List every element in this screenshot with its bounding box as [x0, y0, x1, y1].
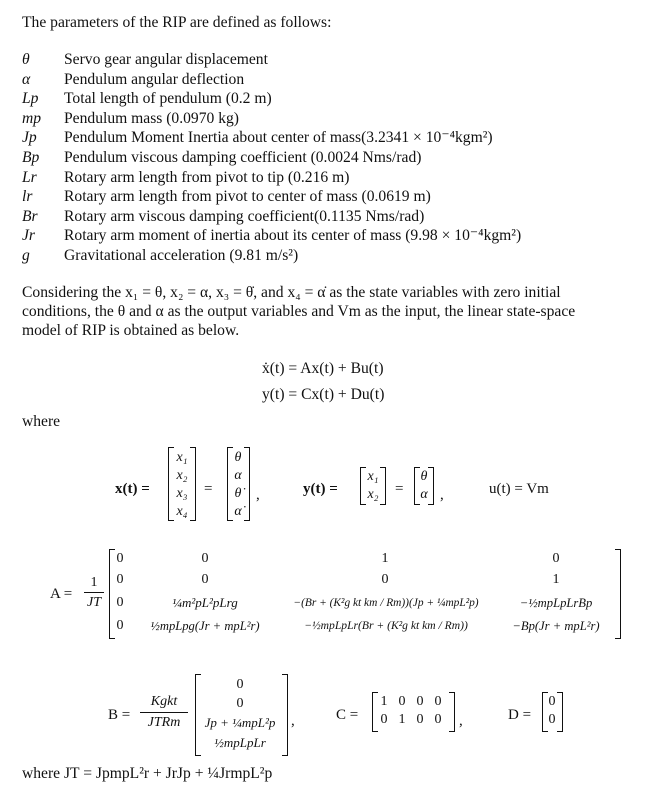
- parameter-description: Rotary arm viscous damping coefficient(0.1135 Nms/rad): [64, 207, 425, 225]
- matrix-b-lhs: B =: [108, 707, 131, 723]
- state-equation: ẋ(t) = Ax(t) + Bu(t): [262, 360, 384, 377]
- matrix-b-prefix-denominator: JTRm: [147, 715, 181, 730]
- y-vector-entry: x₂: [367, 487, 379, 502]
- matrix-a-cell: 0: [116, 572, 124, 587]
- matrix-c-right-bracket: [449, 692, 455, 732]
- x-value-entry: θ̇: [234, 486, 242, 501]
- parameter-row: [22, 148, 662, 168]
- matrix-b-comma: ,: [291, 713, 295, 729]
- matrix-c-cell: 1: [398, 712, 406, 727]
- paragraph-line: Considering the x₁ = θ, x₂ = α, x₃ = θ̇, and x₄ = α̇ as the state variables with zero initial: [22, 284, 561, 301]
- x-vector-lhs: x(t) =: [115, 481, 150, 497]
- matrix-d-lhs: D =: [508, 707, 532, 723]
- matrix-a-cell: 1: [381, 551, 389, 566]
- matrix-a-cell: 0: [381, 572, 389, 587]
- matrix-a-prefix-denominator: JT: [87, 595, 101, 610]
- matrix-a-right-bracket: [615, 549, 621, 639]
- parameter-description: Rotary arm length from pivot to center of mass (0.0619 m): [64, 188, 431, 206]
- matrix-a-cell: 0: [116, 595, 124, 610]
- y-vector-lhs: y(t) =: [303, 481, 338, 497]
- x-vector-comma: ,: [256, 487, 260, 503]
- state-variable-paragraph: [22, 283, 648, 340]
- parameter-symbol: Br: [22, 207, 38, 225]
- matrix-c-cell: 0: [398, 694, 406, 709]
- parameter-description: Pendulum angular deflection: [64, 70, 245, 88]
- parameter-description: Pendulum mass (0.0970 kg): [64, 109, 239, 127]
- parameter-description: Pendulum Moment Inertia about center of mass(3.2341 × 10⁻⁴kgm²): [64, 129, 493, 147]
- matrix-a-cell: 0: [116, 551, 124, 566]
- matrix-c-lhs: C =: [336, 707, 359, 723]
- matrix-c-cell: 0: [416, 694, 424, 709]
- parameter-symbol: Jr: [22, 227, 35, 245]
- parameter-row: [22, 207, 662, 227]
- parameter-symbol: Jp: [22, 129, 37, 147]
- x-value-entry: α: [234, 468, 242, 483]
- x-vector-entry: x₃: [176, 486, 188, 501]
- matrix-c-cell: 0: [434, 712, 442, 727]
- paragraph-line: model of RIP is obtained as below.: [22, 322, 240, 339]
- matrix-a-lhs: A =: [50, 586, 73, 602]
- y-vector-comma: ,: [440, 487, 444, 503]
- y-vector-equals: =: [395, 481, 404, 497]
- parameter-description: Rotary arm moment of inertia about its center of mass (9.98 × 10⁻⁴kgm²): [64, 227, 522, 245]
- intro-text: The parameters of the RIP are defined as follows:: [22, 14, 332, 31]
- matrix-c-comma: ,: [459, 713, 463, 729]
- parameter-description: Total length of pendulum (0.2 m): [64, 90, 272, 108]
- matrix-d-cell: 0: [548, 712, 556, 727]
- matrix-b-prefix-fraction-line: [140, 712, 188, 713]
- parameter-list: [22, 50, 662, 266]
- matrix-a-cell: 0: [201, 572, 209, 587]
- parameter-description: Pendulum viscous damping coefficient (0.0024 Nms/rad): [64, 148, 422, 166]
- matrix-b-right-bracket: [282, 674, 288, 756]
- matrix-b-cell: Jp + ¼mpL²p: [204, 715, 276, 730]
- parameter-row: [22, 128, 662, 148]
- matrix-a-cell: 0: [552, 551, 560, 566]
- x-value-entry: α̇: [234, 504, 242, 519]
- parameter-row: [22, 187, 662, 207]
- parameter-symbol: Lr: [22, 168, 37, 186]
- parameter-symbol: lr: [22, 188, 33, 206]
- matrix-b-cell: 0: [236, 677, 244, 692]
- paragraph-line: conditions, the θ and α as the output variables and Vm as the input, the linear state-space: [22, 303, 576, 320]
- x-value-entry: θ: [234, 450, 242, 465]
- x-vector-entry: x₁: [176, 450, 188, 465]
- matrix-c-cell: 1: [380, 694, 388, 709]
- matrix-b-cell: 0: [236, 696, 244, 711]
- parameter-description: Servo gear angular displacement: [64, 51, 268, 68]
- matrix-c-cell: 0: [416, 712, 424, 727]
- matrix-a-cell: 0: [116, 618, 124, 633]
- matrix-a-cell: −½mpLpLr(Br + (K²g kt km / Rm)): [304, 619, 468, 632]
- where-label: where: [22, 413, 61, 430]
- matrix-d-cell: 0: [548, 694, 556, 709]
- parameter-row: [22, 89, 662, 109]
- parameter-symbol: α: [22, 70, 31, 88]
- parameter-symbol: g: [22, 246, 30, 264]
- output-equation: y(t) = Cx(t) + Du(t): [262, 386, 385, 403]
- parameter-symbol: Bp: [22, 148, 40, 166]
- parameter-symbol: Lp: [22, 90, 39, 108]
- matrix-a-cell: ¼m²pL²pLrg: [172, 595, 238, 610]
- u-vector: u(t) = Vm: [489, 481, 549, 497]
- matrix-a-cell: ½mpLpg(Jr + mpL²r): [150, 619, 260, 633]
- y-vector-entry: x₁: [367, 469, 379, 484]
- parameter-row: [22, 109, 662, 129]
- parameter-row: [22, 226, 662, 246]
- matrix-a-cell: 0: [201, 551, 209, 566]
- y-value-entry: α: [420, 487, 428, 502]
- parameter-description: Rotary arm length from pivot to tip (0.216 m): [64, 168, 350, 186]
- matrix-a-cell: −(Br + (K²g kt km / Rm))(Jp + ¼mpL²p): [293, 597, 479, 609]
- matrix-b-cell: ½mpLpLr: [214, 735, 266, 750]
- parameter-row: [22, 70, 662, 90]
- parameter-symbol: mp: [22, 109, 42, 127]
- matrix-c-cell: 0: [434, 694, 442, 709]
- matrix-a-cell: −Bp(Jr + mpL²r): [512, 619, 600, 633]
- parameter-description: Gravitational acceleration (9.81 m/s²): [64, 246, 299, 264]
- matrix-b-prefix-numerator: Kgkt: [150, 694, 178, 709]
- y-value-entry: θ: [420, 469, 428, 484]
- x-vector-entry: x₂: [176, 468, 188, 483]
- matrix-a-cell: −½mpLpLrBp: [519, 596, 593, 610]
- matrix-a-cell: 1: [552, 572, 560, 587]
- matrix-a-prefix-fraction-line: [84, 592, 104, 593]
- jt-definition: where JT = JpmpL²r + JrJp + ¼JrmpL²p: [22, 765, 273, 782]
- matrix-a-prefix-numerator: 1: [90, 575, 98, 590]
- parameter-row: [22, 50, 662, 70]
- matrix-c-cell: 0: [380, 712, 388, 727]
- parameter-row: [22, 168, 662, 188]
- x-vector-entry: x₄: [176, 504, 188, 519]
- parameter-row: [22, 246, 662, 266]
- x-vector-equals: =: [204, 481, 213, 497]
- parameter-symbol: θ: [22, 51, 30, 68]
